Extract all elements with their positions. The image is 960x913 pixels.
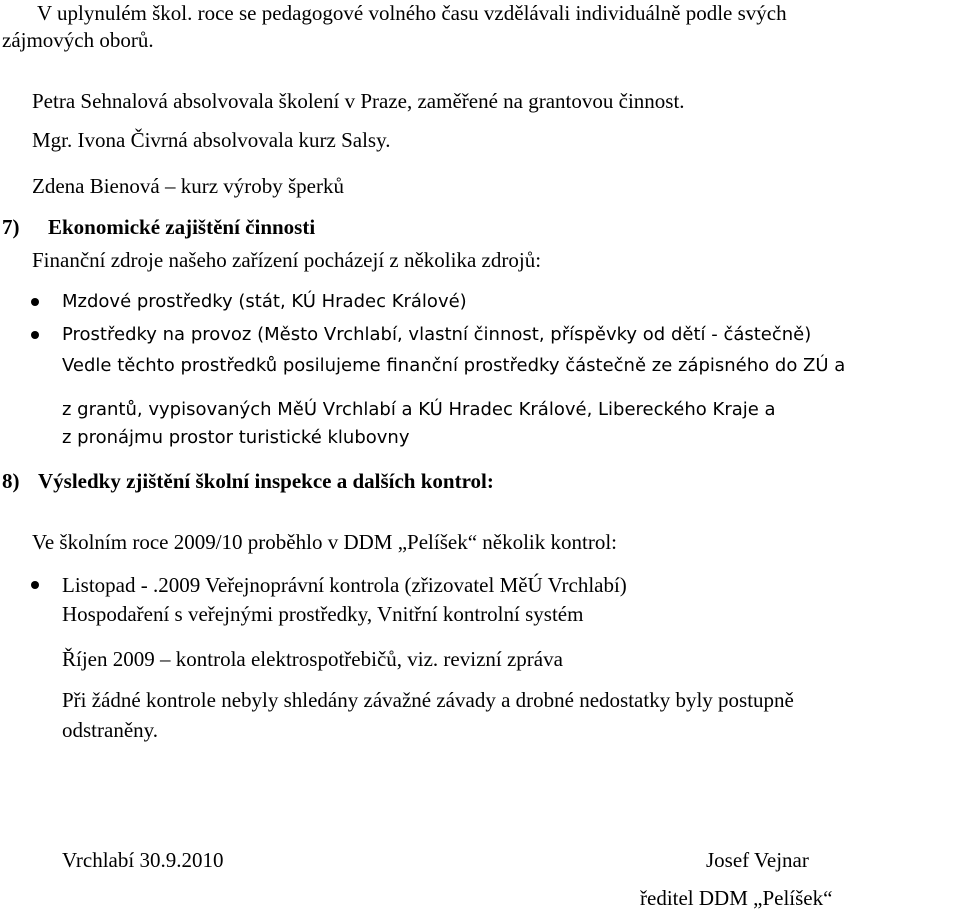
training-sehnalova: Petra Sehnalová absolvovala školení v Praze, zaměřené na grantovou činnost.: [32, 89, 685, 113]
inspection-result-1: Při žádné kontrole nebyly shledány závažné závady a drobné nedostatky byly postupně: [62, 688, 794, 712]
funding-cont-2: z grantů, vypisovaných MěÚ Vrchlabí a KÚ Hradec Králové, Libereckého Kraje a: [62, 399, 776, 420]
inspection-october: Říjen 2009 – kontrola elektrospotřebičů, viz. revizní zpráva: [62, 647, 563, 671]
section-7-number: 7): [2, 215, 20, 239]
signature-role: ředitel DDM „Pelíšek“: [640, 886, 833, 910]
training-bienova: Zdena Bienová – kurz výroby šperků: [32, 174, 344, 198]
signature-place-date: Vrchlabí 30.9.2010: [62, 848, 224, 872]
section-8-number: 8): [2, 469, 20, 493]
section-8-heading: Výsledky zjištění školní inspekce a dalších kontrol:: [38, 469, 494, 493]
section-8-lead: Ve školním roce 2009/10 proběhlo v DDM „Pelíšek“ několik kontrol:: [32, 530, 617, 554]
inspection-result-2: odstraněny.: [62, 718, 159, 742]
section-7-heading: Ekonomické zajištění činnosti: [48, 215, 316, 239]
funding-item-wages: Mzdové prostředky (stát, KÚ Hradec Králové): [62, 291, 467, 312]
intro-line-1: V uplynulém škol. roce se pedagogové volného času vzdělávali individuálně podle svých: [37, 1, 787, 25]
funding-cont-1: Vedle těchto prostředků posilujeme finanční prostředky částečně ze zápisného do ZÚ a: [62, 355, 846, 376]
bullet-icon: [31, 298, 39, 306]
training-civrna: Mgr. Ivona Čivrná absolvovala kurz Salsy.: [32, 128, 391, 152]
inspection-november-detail: Hospodaření s veřejnými prostředky, Vnitřní kontrolní systém: [62, 602, 584, 626]
section-7-lead: Finanční zdroje našeho zařízení pocházejí z několika zdrojů:: [32, 248, 542, 272]
signature-name: Josef Vejnar: [706, 848, 809, 872]
intro-line-2: zájmových oborů.: [2, 28, 154, 52]
bullet-icon: [31, 331, 39, 339]
funding-item-operations: Prostředky na provoz (Město Vrchlabí, vlastní činnost, příspěvky od dětí - částečně): [62, 324, 812, 345]
funding-cont-3: z pronájmu prostor turistické klubovny: [62, 427, 410, 448]
bullet-icon: [31, 581, 39, 589]
inspection-november: Listopad - .2009 Veřejnoprávní kontrola (zřizovatel MěÚ Vrchlabí): [62, 573, 627, 597]
